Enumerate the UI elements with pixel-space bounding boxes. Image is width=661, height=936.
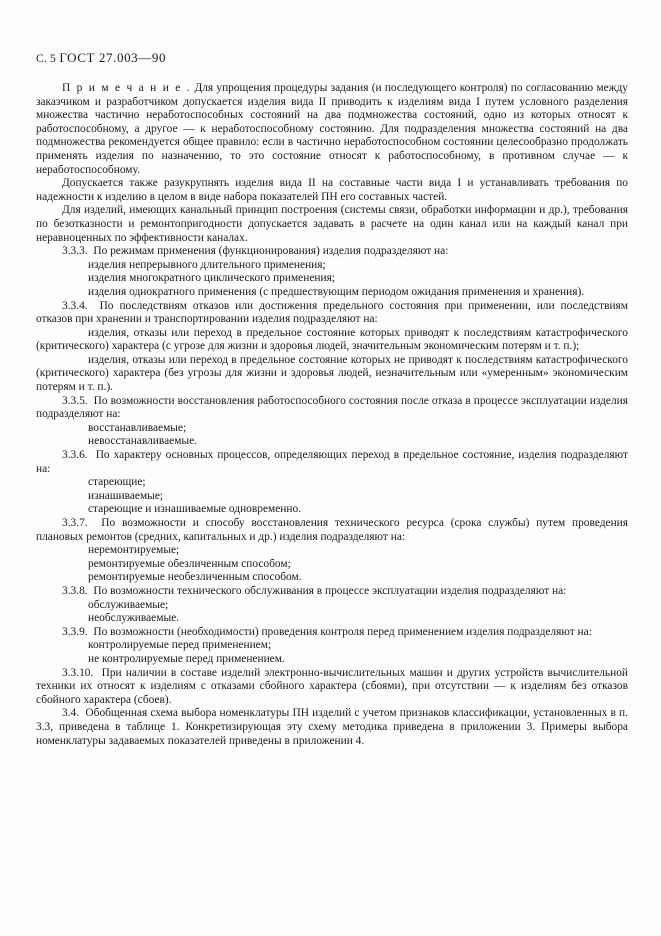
clause-3-3-8-sub-1: обслуживаемые; — [88, 598, 169, 611]
clause-number: 3.4. — [62, 707, 80, 720]
document-body — [36, 82, 628, 748]
clause-lead: Обобщенная схема выбора номенклатуры ПН изделий с учетом признаков классификации, установленных в п. 3.3, приведена в таблице 1. Конкретизирующая эту схему методика приведена в приложении 3. Примеры выбора номенклатуры задаваемых показателей приведены в приложении 4. — [36, 707, 628, 747]
clause-3-3-6-sub-2: изнашиваемые; — [88, 489, 164, 502]
clause-3-3-7-sub-2: ремонтируемые обезличенным способом; — [88, 557, 291, 570]
paragraph-type-ii: Допускается также разукрупнять изделия вида II на составные части вида I и устанавливать требования по надежности к изделию в целом в виде набора показателей ПН его составных частей. — [36, 177, 628, 203]
clause-number: 3.3.7. — [62, 517, 88, 529]
clause-lead: По возможности восстановления работоспособного состояния после отказа в процессе эксплуатации изделия подразделяют на: — [36, 394, 628, 421]
standard-designation: ГОСТ 27.003—90 — [59, 50, 167, 65]
clause-3-3-7 — [36, 517, 628, 544]
clause-lead: При наличии в составе изделий электронно-вычислительных машин и других устройств вычислительной техники их относят к изделиям с отказами сбойного характера (сбоями), при отсутствии — к изделиям без отказов сбойного характера (сбоев). — [36, 666, 628, 706]
clause-3-3-3-sub-1: изделия непрерывного длительного применения; — [88, 258, 326, 271]
clause-3-3-5-sub-2: невосстанавливаемые. — [88, 435, 197, 448]
clause-3-3-6-sub-3: стареющие и изнашиваемые одновременно. — [88, 503, 302, 516]
clause-lead: По возможности (необходимости) проведения контроля перед применением изделия подразделяют на: — [93, 625, 592, 638]
clause-3-3-7-sub-3: ремонтируемые необезличенным способом. — [88, 571, 302, 584]
clause-3-3-6-sub-1: стареющие; — [88, 476, 146, 489]
clause-3-3-9-sub-1: контролируемые перед применением; — [88, 639, 272, 652]
clause-lead: По характеру основных процессов, определяющих переход в предельное состояние, изделия подразделяют на: — [36, 449, 628, 475]
clause-lead: По возможности и способу восстановления технического ресурса (срока службы) путем проведения плановых ремонтов (средних, капитальных и др.) изделия подразделяют на: — [36, 517, 629, 543]
clause-3-3-3-sub-3: изделия однократного применения (с предшествующим периодом ожидания применения и хранения). — [88, 285, 585, 298]
clause-3-3-4-sub-1: изделия, отказы или переход в предельное состояние которых приводят к последствиям катастрофического (критического) характера (с угрозе для жизни и здоровья людей, значительным экономическим потерям и т. п.); — [36, 326, 628, 353]
clause-3-3-5 — [36, 395, 628, 422]
note-label: П р и м е ч а н и е . — [62, 82, 192, 94]
clause-3-3-8-sub-2: необслуживаемые. — [88, 612, 179, 625]
clause-number: 3.3.4. — [62, 299, 88, 312]
clause-3-3-10 — [36, 667, 628, 708]
clause-lead: По последствиям отказов или достижения предельного состояния при применении, или последствиям отказов при хранении и транспортировании изделия подразделяют на: — [36, 299, 628, 326]
clause-number: 3.3.8. — [62, 584, 88, 597]
clause-lead: По возможности технического обслуживания в процессе эксплуатации изделия подразделяют на: — [93, 584, 567, 597]
clause-3-3-5-sub-1: восстанавливаемые; — [88, 421, 187, 434]
clause-3-3-8 — [36, 585, 628, 599]
clause-3-3-6 — [36, 449, 628, 476]
clause-number: 3.3.3. — [62, 245, 88, 258]
clause-number: 3.3.5. — [62, 394, 88, 407]
clause-number: 3.3.10. — [62, 666, 94, 679]
clause-3-3-9 — [36, 626, 628, 640]
clause-3-3-4 — [36, 300, 628, 327]
clause-3-3-4-sub-2: изделия, отказы или переход в предельное состояние которых не приводят к последствиям катастрофического (критического) характера (без угрозы для жизни и здоровья людей, незначительным или «умеренным» экономическим потерям и т. п.). — [36, 353, 628, 394]
page-header — [36, 50, 166, 66]
clause-3-3-9-sub-2: не контролируемые перед применением. — [88, 652, 285, 665]
clause-3-3-7-sub-1: неремонтируемые; — [88, 544, 180, 557]
clause-number: 3.3.9. — [62, 625, 88, 638]
clause-lead: По режимам применения (функционирования) изделия подразделяют на: — [93, 245, 449, 258]
page-number: С. 5 — [36, 53, 56, 65]
paragraph-channels: Для изделий, имеющих канальный принцип построения (системы связи, обработки информации и др.), требования по безотказности и ремонтопригодности допускается задавать в расчете на один канал или на каждый канал при неравноценных по эффективности каналах. — [36, 204, 628, 244]
clause-number: 3.3.6. — [62, 449, 88, 462]
clause-3-3-3 — [36, 245, 628, 259]
clause-3-4 — [36, 707, 628, 748]
clause-3-3-3-sub-2: изделия многократного циклического применения; — [88, 272, 335, 285]
note-text: Для упрощения процедуры задания (и последующего контроля) по согласованию между заказчиком и разработчиком допускается изделия вида II приводить к изделиям вида I путем условного разделения множества частично неработоспособных состояний на два подмножества состояний, одно из которых относят к работоспособному, а другое — к неработоспособному состоянию. Для подразделения множества состояний на два подмножества рекомендуется общее правило: если в частично неработоспособном состоянии целесообразно продолжать применять изделия по назначению, то это состояние относят к работоспособному, в противном случае — к неработоспособному. — [36, 82, 628, 176]
note-paragraph — [36, 82, 628, 177]
